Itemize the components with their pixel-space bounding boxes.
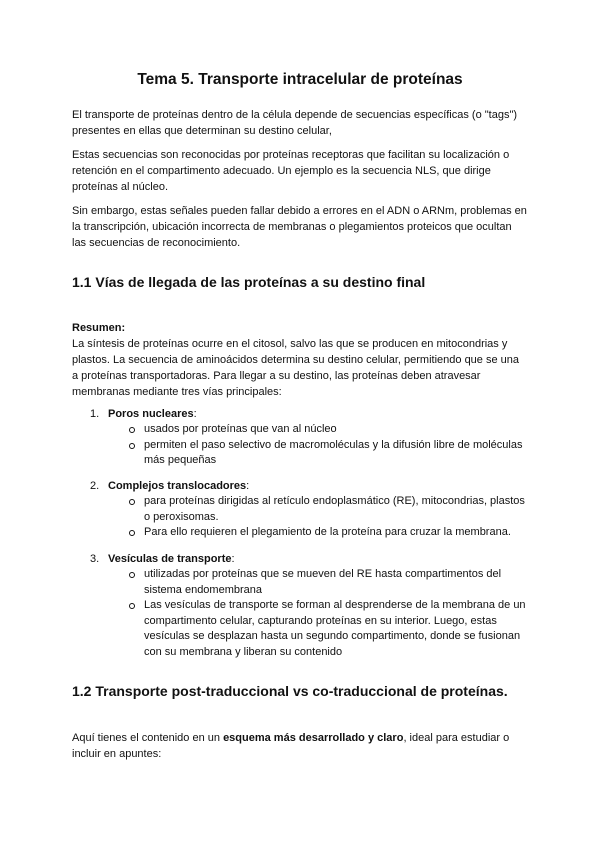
sub-list-item: utilizadas por proteínas que se mueven del RE hasta compartimentos del sistema endomembrana — [144, 567, 528, 598]
sub-list-item: permiten el paso selectivo de macromoléculas y la difusión libre de moléculas más pequeñas — [144, 438, 528, 469]
paragraph-recognition: Estas secuencias son reconocidas por proteínas receptoras que facilitan su localización o retención en el compartimento adecuado. Un ejemplo es la secuencia NLS, que dirige proteínas al núcleo. — [72, 149, 510, 193]
section-heading-1-1: 1.1 Vías de llegada de las proteínas a su destino final — [72, 274, 426, 290]
section-heading-1-2: 1.2 Transporte post-traduccional vs co-traduccional de proteínas. — [72, 683, 508, 699]
summary-text: La síntesis de proteínas ocurre en el citosol, salvo las que se producen en mitocondrias y plastos. La secuencia de aminoácidos determina su destino celular, permitiendo que se una a proteínas transportadoras. Para llegar a su destino, las proteínas deben atravesar membranas mediante tres vías principales: — [72, 338, 519, 398]
list-number: 1. — [90, 408, 100, 420]
pathway-list-1 — [72, 406, 528, 469]
pathway-list-2 — [72, 478, 528, 541]
sub-list — [72, 422, 528, 469]
list-number: 3. — [90, 553, 100, 565]
list-item — [72, 406, 528, 469]
intro-paragraph: El transporte de proteínas dentro de la célula depende de secuencias específicas (o "tags") presentes en ellas que determinan su destino celular, — [72, 109, 518, 137]
list-item — [72, 478, 528, 541]
list-item — [72, 551, 528, 660]
sub-list-item: Las vesículas de transporte se forman al desprenderse de la membrana de un compartimento celular, capturando proteínas en su interior. Luego, estas vesículas se desplazan hasta un segundo compartimento, donde se fusionan con su membrana y liberan su contenido — [144, 598, 528, 660]
sub-list-item: para proteínas dirigidas al retículo endoplasmático (RE), mitocondrias, plastos o peroxisomas. — [144, 494, 528, 525]
list-item-title: Complejos translocadores: — [108, 480, 250, 492]
list-item-title: Vesículas de transporte: — [108, 553, 235, 565]
sub-list-item: usados por proteínas que van al núcleo — [144, 422, 528, 438]
paragraph-signal-failure: Sin embargo, estas señales pueden fallar debido a errores en el ADN o ARNm, problemas en la transcripción, ubicación incorrecta de membranas o plegamientos proteicos que ocultan las secuencias de reconocimiento. — [72, 205, 527, 249]
sub-list-item: Para ello requieren el plegamiento de la proteína para cruzar la membrana. — [144, 525, 528, 541]
sub-list — [72, 567, 528, 660]
list-number: 2. — [90, 480, 100, 492]
summary-label: Resumen: — [72, 322, 126, 334]
summary-paragraph — [72, 320, 528, 400]
closing-paragraph: Aquí tienes el contenido en un esquema más desarrollado y claro, ideal para estudiar o incluir en apuntes: — [72, 732, 510, 760]
pathway-list-3 — [72, 551, 528, 660]
emphasis-text: esquema más desarrollado y claro — [223, 732, 404, 744]
page-title: Tema 5. Transporte intracelular de proteínas — [137, 71, 463, 88]
sub-list — [72, 494, 528, 541]
list-item-title: Poros nucleares: — [108, 408, 197, 420]
